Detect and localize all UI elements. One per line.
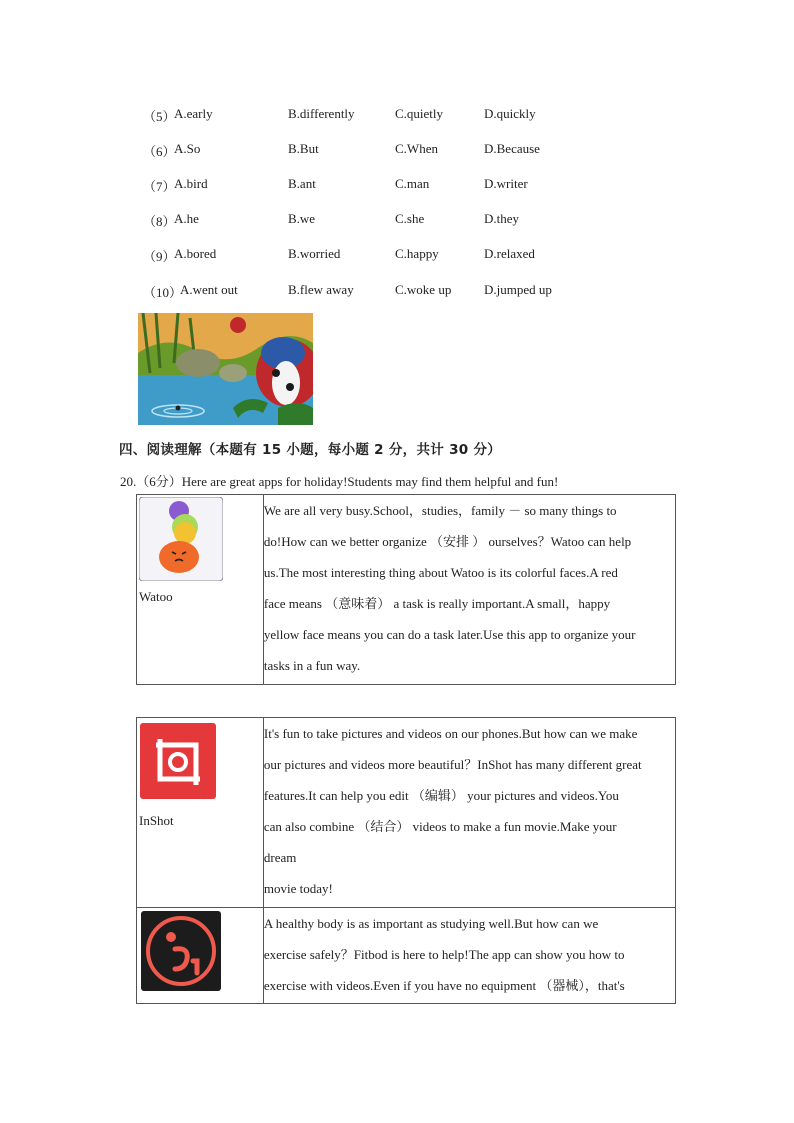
question-number: （8） — [143, 214, 176, 229]
app-name: InShot — [139, 813, 174, 828]
stacked-faces-icon — [139, 497, 223, 581]
option-b: B.flew away — [288, 282, 354, 297]
option-a: A.So — [174, 141, 201, 156]
camera-frame-icon — [140, 723, 216, 799]
option-d: D.writer — [484, 176, 528, 191]
option-row — [0, 106, 794, 126]
option-c: C.she — [395, 211, 425, 226]
option-d: D.relaxed — [484, 246, 535, 261]
option-row — [0, 282, 794, 302]
option-c: C.quietly — [395, 106, 444, 121]
option-d: D.quickly — [484, 106, 536, 121]
text-line: features.It can help you edit （编辑） your pictures and videos.You — [263, 788, 619, 803]
text-line: our pictures and videos more beautiful？InShot has many different great — [263, 757, 642, 772]
option-c: C.When — [395, 141, 438, 156]
text-line: We are all very busy.School，studies，family － so many things to — [263, 503, 617, 518]
table-row — [137, 495, 676, 685]
story-illustration — [138, 313, 313, 425]
text-line: exercise safely？Fitbod is here to help!The app can show you how to — [263, 947, 625, 962]
text-line: face means （意味着） a task is really important.A small，happy — [263, 596, 611, 611]
app-description — [263, 495, 675, 685]
text-line: A healthy body is as important as studying well.But how can we — [263, 916, 599, 931]
text-line: movie today! — [263, 881, 333, 896]
text-line: It's fun to take pictures and videos on our phones.But how can we make — [263, 726, 638, 741]
option-c: C.happy — [395, 246, 439, 261]
question-number: （7） — [143, 179, 176, 194]
option-a: A.bird — [174, 176, 208, 191]
option-b: B.worried — [288, 246, 341, 261]
app-table-watoo — [136, 494, 676, 685]
text-line: exercise with videos.Even if you have no equipment （器械），that's — [263, 978, 625, 993]
fitness-figure-icon — [141, 911, 221, 991]
app-table-inshot-fitbod — [136, 717, 676, 1004]
text-line: do!How can we better organize （安排 ） ourselves？Watoo can help — [263, 534, 632, 549]
option-a: A.early — [174, 106, 213, 121]
question-number: （5） — [143, 109, 176, 124]
option-c: C.woke up — [395, 282, 452, 297]
option-c: C.man — [395, 176, 430, 191]
option-a: A.he — [174, 211, 199, 226]
option-row — [0, 211, 794, 231]
option-row — [0, 246, 794, 266]
app-icon-cell — [137, 495, 264, 685]
option-b: B.ant — [288, 176, 316, 191]
question-number: （9） — [143, 249, 176, 264]
app-name: Watoo — [139, 589, 173, 604]
table-row — [137, 908, 676, 1004]
app-description — [263, 718, 675, 908]
option-d: D.they — [484, 211, 520, 226]
app-icon-cell — [137, 908, 264, 1004]
option-a: A.went out — [180, 282, 238, 297]
app-icon-cell — [137, 718, 264, 908]
table-row — [137, 718, 676, 908]
option-d: D.jumped up — [484, 282, 552, 297]
option-row — [0, 176, 794, 196]
text-line: us.The most interesting thing about Watoo is its colorful faces.A red — [263, 565, 618, 580]
question-number: （6） — [143, 144, 176, 159]
text-line: dream — [263, 850, 297, 865]
section-title: 四、阅读理解（本题有 15 小题，每小题 2 分，共计 30 分） — [119, 442, 502, 458]
question-intro: 20.（6分）Here are great apps for holiday!Students may find them helpful and fun! — [120, 474, 559, 489]
option-b: B.But — [288, 141, 319, 156]
option-row — [0, 141, 794, 161]
question-number: （10） — [143, 285, 183, 300]
option-b: B.differently — [288, 106, 355, 121]
text-line: can also combine （结合） videos to make a fun movie.Make your — [263, 819, 617, 834]
option-d: D.Because — [484, 141, 540, 156]
option-a: A.bored — [174, 246, 217, 261]
text-line: yellow face means you can do a task later.Use this app to organize your — [263, 627, 636, 642]
app-description — [263, 908, 675, 1004]
text-line: tasks in a fun way. — [263, 658, 361, 673]
option-b: B.we — [288, 211, 316, 226]
